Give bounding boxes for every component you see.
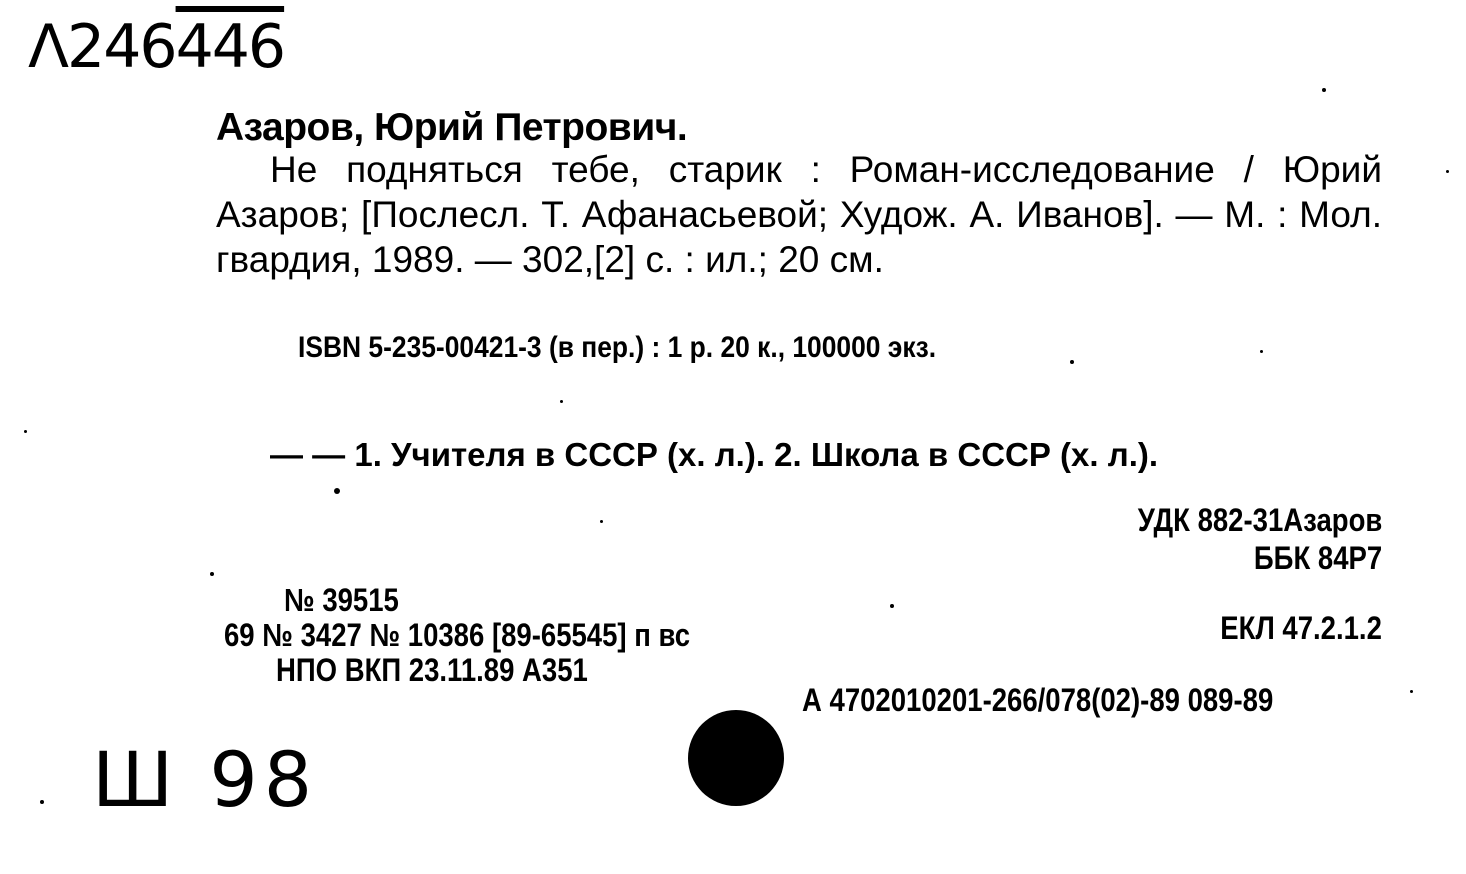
scan-speck	[24, 430, 27, 433]
scan-speck	[560, 400, 563, 403]
punch-hole	[688, 710, 784, 806]
scan-speck	[1446, 170, 1449, 173]
scan-speck	[890, 604, 894, 608]
card-number: № 39515	[284, 582, 399, 618]
handwritten-shelf-mark	[28, 12, 284, 82]
shelf-mark-suffix: 446	[175, 12, 285, 82]
handwritten-bottom-mark: Ш 98	[92, 735, 319, 824]
scan-speck	[334, 488, 340, 494]
subject-headings: — — 1. Учителя в СССР (х. л.). 2. Школа в СССР (х. л.).	[270, 436, 1159, 473]
shelf-mark-prefix: Λ246	[28, 12, 176, 82]
printer-line: НПО ВКП 23.11.89 А351	[276, 652, 588, 688]
order-line: 69 № 3427 № 10386 [89-65545] п вс	[224, 617, 691, 653]
scan-speck	[210, 572, 214, 576]
scan-speck	[1070, 360, 1074, 364]
udk-code: УДК 882-31Азаров	[1137, 502, 1382, 538]
scan-speck	[1410, 690, 1413, 693]
scan-speck	[1322, 88, 1326, 92]
series-code: А 4702010201-266/078(02)-89 089-89	[802, 682, 1274, 718]
author-heading: Азаров, Юрий Петрович.	[216, 106, 688, 149]
bibliographic-description: Не подняться тебе, старик : Роман-исследование / Юрий Азаров; [Послесл. Т. Афанасьевой; Худож. А. Иванов]. — М. : Мол. гвардия, 1989. — 302,[2] с. : ил.; 20 см.	[216, 149, 1382, 280]
bbk-code: ББК 84Р7	[1253, 540, 1382, 576]
scan-speck	[1260, 350, 1263, 353]
scan-speck	[40, 800, 44, 804]
ekl-code: ЕКЛ 47.2.1.2	[1220, 610, 1382, 646]
isbn-line: ISBN 5-235-00421-3 (в пер.) : 1 р. 20 к., 100000 экз.	[298, 331, 937, 364]
scan-speck	[600, 520, 603, 523]
